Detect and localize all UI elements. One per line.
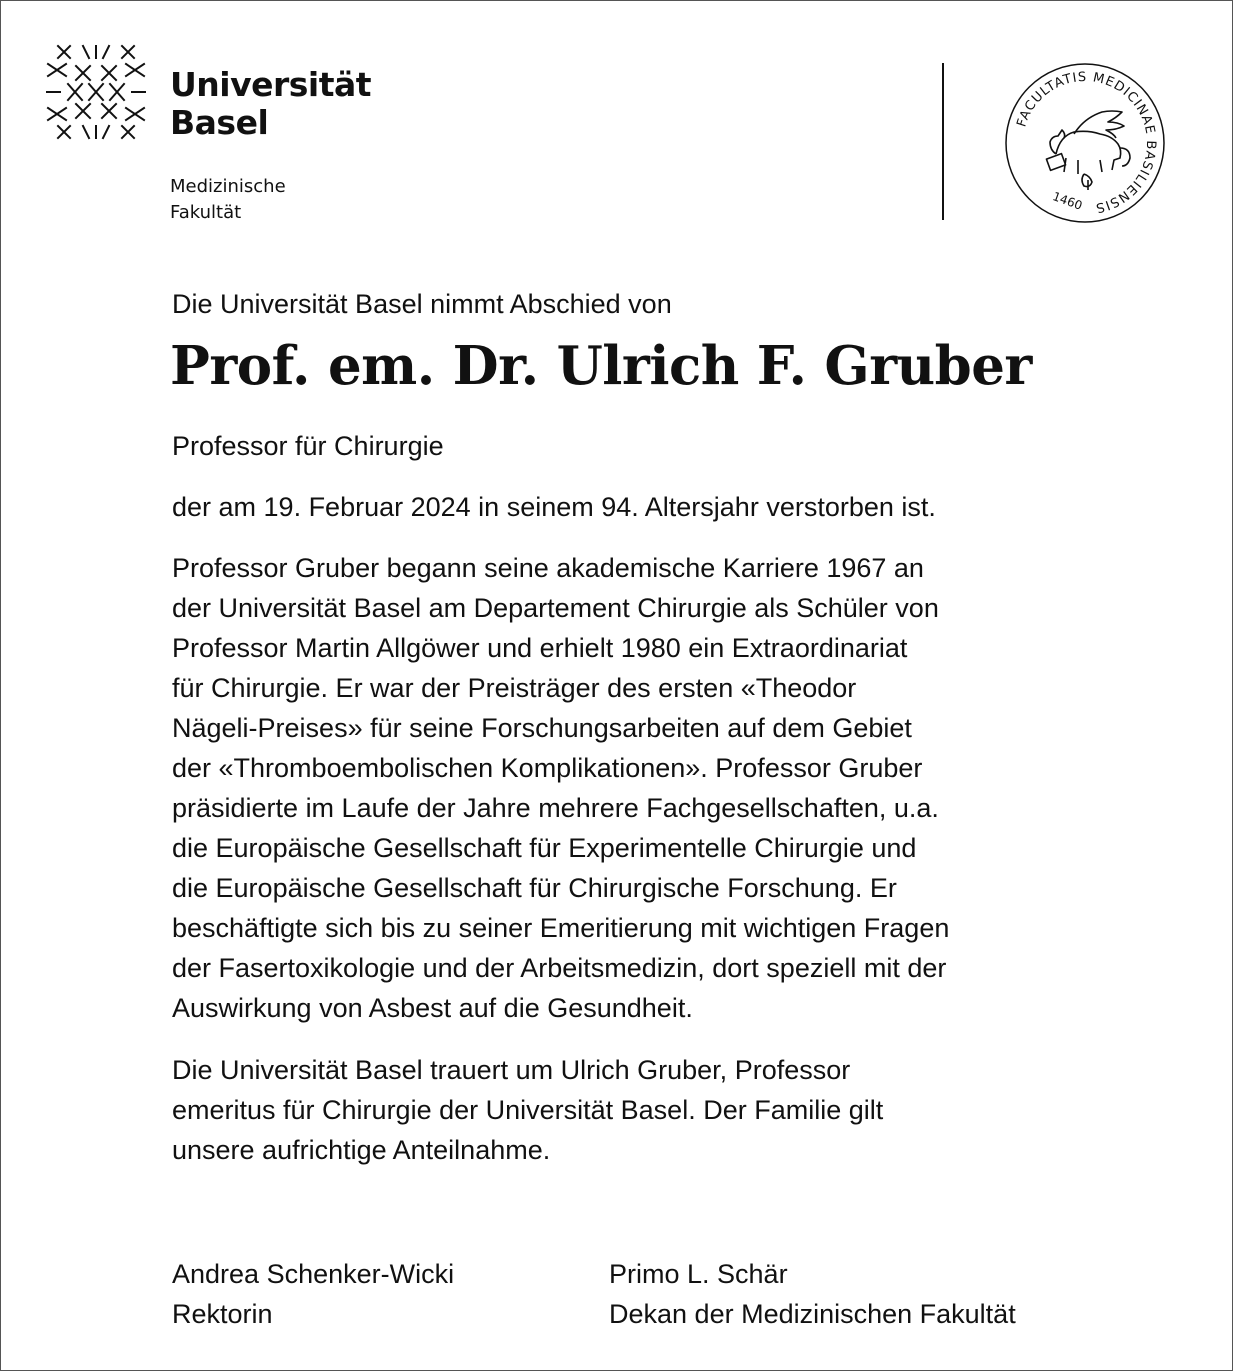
paragraph-line: die Europäische Gesellschaft für Chirurgische Forschung. Er bbox=[172, 873, 897, 903]
header-divider bbox=[942, 63, 944, 220]
svg-text:FACULTATIS MEDICINAE BASILIENS bbox=[1014, 70, 1158, 215]
university-name bbox=[170, 66, 371, 142]
intro-line: Die Universität Basel nimmt Abschied von bbox=[172, 289, 672, 319]
university-name-line2: Basel bbox=[170, 103, 269, 142]
faculty-name-line2: Fakultät bbox=[170, 202, 242, 223]
faculty-name bbox=[170, 174, 286, 226]
paragraph-line: emeritus für Chirurgie der Universität Basel. Der Familie gilt bbox=[172, 1095, 884, 1125]
death-line: der am 19. Februar 2024 in seinem 94. Altersjahr verstorben ist. bbox=[172, 492, 936, 522]
paragraph-line: für Chirurgie. Er war der Preisträger des ersten «Theodor bbox=[172, 673, 857, 703]
signer-title: Rektorin bbox=[172, 1299, 273, 1329]
university-logo-icon bbox=[46, 44, 146, 140]
paragraph-line: unsere aufrichtige Anteilnahme. bbox=[172, 1135, 551, 1165]
career-paragraph bbox=[172, 548, 949, 1028]
position-line: Professor für Chirurgie bbox=[172, 431, 444, 461]
paragraph-line: der Fasertoxikologie und der Arbeitsmedizin, dort speziell mit der bbox=[172, 953, 947, 983]
deceased-name: Prof. em. Dr. Ulrich F. Gruber bbox=[170, 335, 1032, 397]
paragraph-line: Professor Martin Allgöwer und erhielt 1980 ein Extraordinariat bbox=[172, 633, 908, 663]
paragraph-line: Die Universität Basel trauert um Ulrich Gruber, Professor bbox=[172, 1055, 851, 1085]
paragraph-line: Professor Gruber begann seine akademische Karriere 1967 an bbox=[172, 553, 924, 583]
signature-dean bbox=[609, 1254, 1016, 1334]
faculty-name-line1: Medizinische bbox=[170, 176, 286, 197]
condolence-paragraph bbox=[172, 1050, 883, 1170]
signature-rector bbox=[172, 1254, 454, 1334]
paragraph-line: beschäftigte sich bis zu seiner Emeritierung mit wichtigen Fragen bbox=[172, 913, 950, 943]
paragraph-line: präsidierte im Laufe der Jahre mehrere Fachgesellschaften, u.a. bbox=[172, 793, 939, 823]
paragraph-line: der «Thromboembolischen Komplikationen». Professor Gruber bbox=[172, 753, 923, 783]
paragraph-line: Auswirkung von Asbest auf die Gesundheit. bbox=[172, 993, 693, 1023]
signer-name: Primo L. Schär bbox=[609, 1259, 788, 1289]
signer-name: Andrea Schenker-Wicki bbox=[172, 1259, 455, 1289]
signer-title: Dekan der Medizinischen Fakultät bbox=[609, 1299, 1016, 1329]
paragraph-line: die Europäische Gesellschaft für Experimentelle Chirurgie und bbox=[172, 833, 917, 863]
paragraph-line: der Universität Basel am Departement Chirurgie als Schüler von bbox=[172, 593, 939, 623]
faculty-seal-icon bbox=[1004, 62, 1166, 224]
seal-text: FACULTATIS MEDICINAE BASILIENSIS bbox=[1014, 69, 1159, 216]
paragraph-line: Nägeli-Preises» für seine Forschungsarbeiten auf dem Gebiet bbox=[172, 713, 912, 743]
seal-year: 1460 bbox=[1050, 189, 1085, 213]
university-name-line1: Universität bbox=[170, 65, 372, 104]
